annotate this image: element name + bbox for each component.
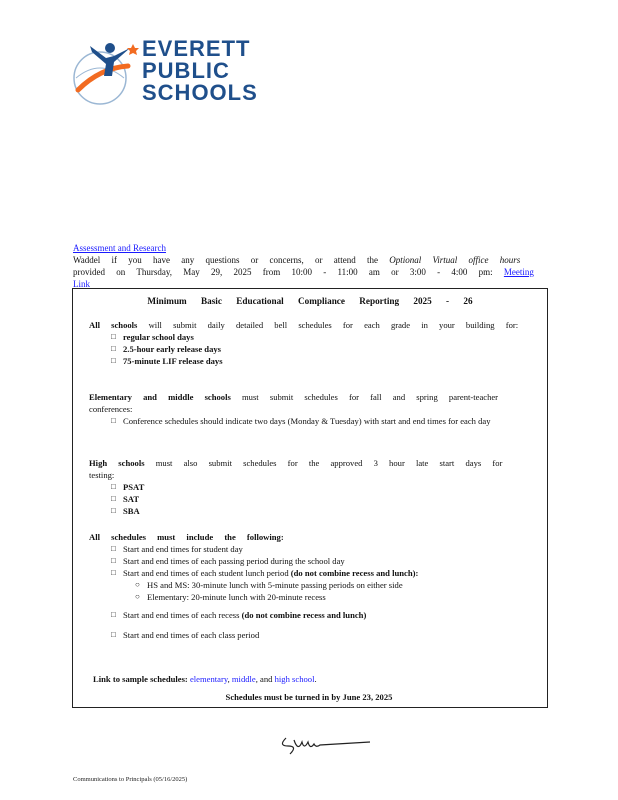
- meeting-link[interactable]: Meeting Link: [73, 267, 534, 289]
- list-item: □ Start and end times of each passing period during the school day: [111, 555, 529, 567]
- elementary-link[interactable]: elementary: [189, 674, 228, 684]
- sub-list-item: ○ Elementary: 20-minute lunch with 20-minute recess: [135, 591, 529, 603]
- optional-office-hours: Optional Virtual office hours: [389, 255, 521, 265]
- intro-paragraph: [73, 242, 553, 290]
- list-item: □ SBA: [111, 505, 529, 517]
- middle-link[interactable]: middle: [231, 674, 256, 684]
- all-schedules-section: [89, 531, 529, 641]
- links-separator-1: ,: [227, 674, 232, 684]
- links-separator-2: , and: [255, 674, 275, 684]
- signature-icon: [276, 728, 372, 758]
- assessment-research-link[interactable]: Assessment and Research: [73, 243, 166, 253]
- high-lead: High schools: [89, 458, 145, 468]
- sample-links-lead: Link to sample schedules:: [93, 674, 188, 684]
- links-end: .: [314, 674, 317, 684]
- logo-line-1: EVERETT: [142, 36, 251, 61]
- elem-mid-text: must submit schedules for fall and spring parent-teacher conferences:: [89, 392, 499, 414]
- high-schools-section: [89, 457, 529, 517]
- list-item: □ Start and end times of each class period: [111, 629, 529, 641]
- list-item: □ Start and end times for student day: [111, 543, 529, 555]
- high-school-link[interactable]: high school: [274, 674, 315, 684]
- sample-links-line: [93, 673, 533, 685]
- lunch-text: Start and end times of each student lunch period: [123, 568, 289, 578]
- elem-mid-lead: Elementary and middle schools: [89, 392, 231, 402]
- logo-line-2: PUBLIC: [142, 58, 230, 83]
- lunch-note: (do not combine recess and lunch):: [290, 568, 419, 578]
- all-schools-text: will submit daily detailed bell schedules for each grade in your building for:: [148, 320, 519, 330]
- list-item: [111, 567, 529, 603]
- list-item: □ 75-minute LIF release days: [111, 355, 529, 367]
- recess-note: (do not combine recess and lunch): [241, 610, 367, 620]
- list-item: [111, 609, 529, 621]
- all-schools-lead: All schools: [89, 320, 138, 330]
- list-item: □ 2.5-hour early release days: [111, 343, 529, 355]
- box-title: Minimum Basic Educational Compliance Reporting 2025 - 26: [147, 296, 473, 306]
- list-item: □ PSAT: [111, 481, 529, 493]
- logo-line-3: SCHOOLS: [142, 80, 258, 105]
- compliance-box: [72, 288, 548, 708]
- all-sched-lead: All schedules must include the following:: [89, 532, 284, 542]
- list-item: □ regular school days: [111, 331, 529, 343]
- recess-text: Start and end times of each recess: [123, 610, 240, 620]
- due-date: Schedules must be turned in by June 23, 2025: [225, 692, 393, 702]
- high-text: must also submit schedules for the approved 3 hour late start days for testing:: [89, 458, 503, 480]
- list-item: □ SAT: [111, 493, 529, 505]
- sub-list-item: ○ HS and MS: 30-minute lunch with 5-minute passing periods on either side: [135, 579, 529, 591]
- district-logo: [70, 38, 260, 110]
- list-item: □ Conference schedules should indicate two days (Monday & Tuesday) with start and end times for each day: [111, 415, 529, 427]
- intro-text-1: Waddel if you have any questions or concerns, or attend the: [73, 255, 378, 265]
- logo-emblem-icon: [70, 38, 142, 110]
- elem-mid-section: [89, 391, 529, 427]
- all-schools-section: [89, 319, 529, 367]
- intro-text-2: provided on Thursday, May 29, 2025 from 10:00 - 11:00 am or 3:00 - 4:00 pm:: [73, 267, 493, 277]
- footer-text: Communications to Principals (05/16/2025): [73, 776, 188, 783]
